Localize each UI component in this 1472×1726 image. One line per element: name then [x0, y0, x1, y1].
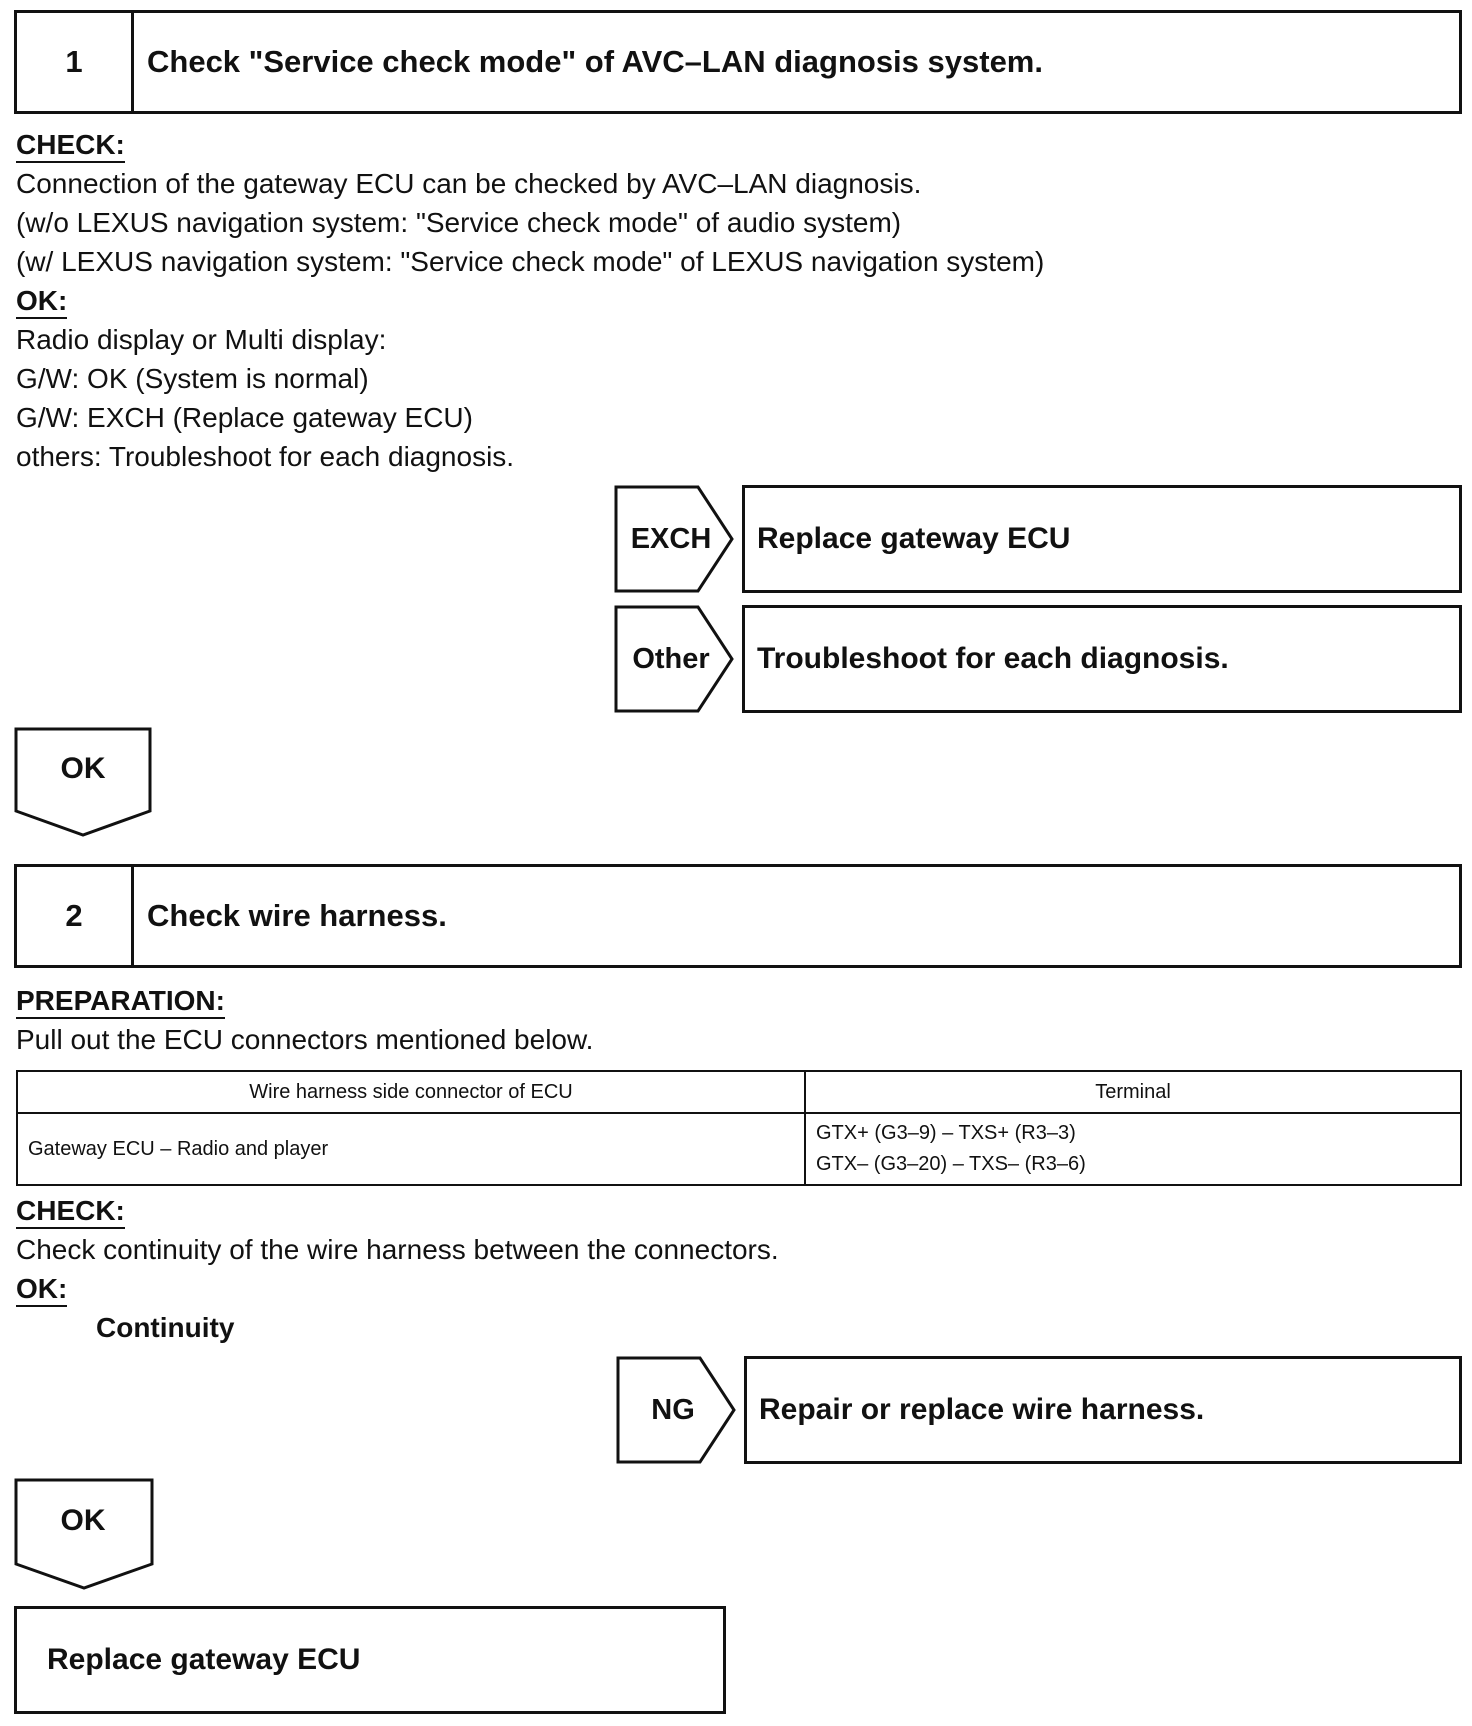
terminal-line-1: GTX+ (G3–9) – TXS+ (R3–3): [816, 1122, 1076, 1144]
step-2-ok-label: OK:: [16, 1274, 67, 1307]
table-header-row: [17, 1071, 1461, 1113]
step-2-check-label: CHECK:: [16, 1196, 125, 1229]
terminal-line-2: GTX– (G3–20) – TXS– (R3–6): [816, 1153, 1086, 1175]
step-1-ok-line-1: Radio display or Multi display:: [16, 324, 387, 355]
step-1-ok-arrow-label: OK: [60, 752, 106, 785]
table-cell-connector: Gateway ECU – Radio and player: [17, 1113, 805, 1185]
step-2-number: 2: [17, 867, 134, 965]
step-1-check-label: CHECK:: [16, 130, 125, 163]
step-1-header: [14, 10, 1462, 114]
step-1-number: 1: [17, 13, 134, 111]
table-header-connector: Wire harness side connector of ECU: [17, 1071, 805, 1113]
step-2-check-line: Check continuity of the wire harness between the connectors.: [16, 1234, 779, 1265]
table-header-terminal: Terminal: [805, 1071, 1461, 1113]
replace-gateway-ecu-result: Replace gateway ECU: [742, 485, 1462, 593]
step-2-title: Check wire harness.: [147, 898, 447, 933]
step-1-check-line-1: Connection of the gateway ECU can be checked by AVC–LAN diagnosis.: [16, 168, 922, 199]
exch-arrow-label: EXCH: [630, 522, 712, 555]
step-1-ok-line-2: G/W: OK (System is normal): [16, 363, 369, 394]
repair-wire-harness-result: Repair or replace wire harness.: [744, 1356, 1462, 1464]
other-arrow-label: Other: [632, 642, 710, 675]
step-2-prep-label: PREPARATION:: [16, 986, 225, 1019]
step-1-check-line-2: (w/o LEXUS navigation system: "Service check mode" of audio system): [16, 207, 902, 238]
step-2-ok-value: Continuity: [96, 1312, 235, 1343]
step-2-ok-arrow-label: OK: [60, 1504, 106, 1537]
step-1-ok-line-3: G/W: EXCH (Replace gateway ECU): [16, 402, 473, 433]
step-2-prep-line: Pull out the ECU connectors mentioned below.: [16, 1024, 594, 1055]
ng-arrow-label: NG: [651, 1393, 695, 1426]
step-1-ok-label: OK:: [16, 286, 67, 319]
troubleshoot-result: Troubleshoot for each diagnosis.: [742, 605, 1462, 713]
table-row: [17, 1113, 1461, 1185]
step-2-header: [14, 864, 1462, 968]
table-cell-terminal: [805, 1113, 1461, 1185]
connector-table: [16, 1070, 1462, 1186]
step-1-ok-line-4: others: Troubleshoot for each diagnosis.: [16, 441, 515, 472]
final-replace-gateway-ecu: Replace gateway ECU: [14, 1606, 726, 1714]
step-1-title: Check "Service check mode" of AVC–LAN diagnosis system.: [147, 44, 1043, 79]
step-1-check-line-3: (w/ LEXUS navigation system: "Service check mode" of LEXUS navigation system): [16, 246, 1045, 277]
